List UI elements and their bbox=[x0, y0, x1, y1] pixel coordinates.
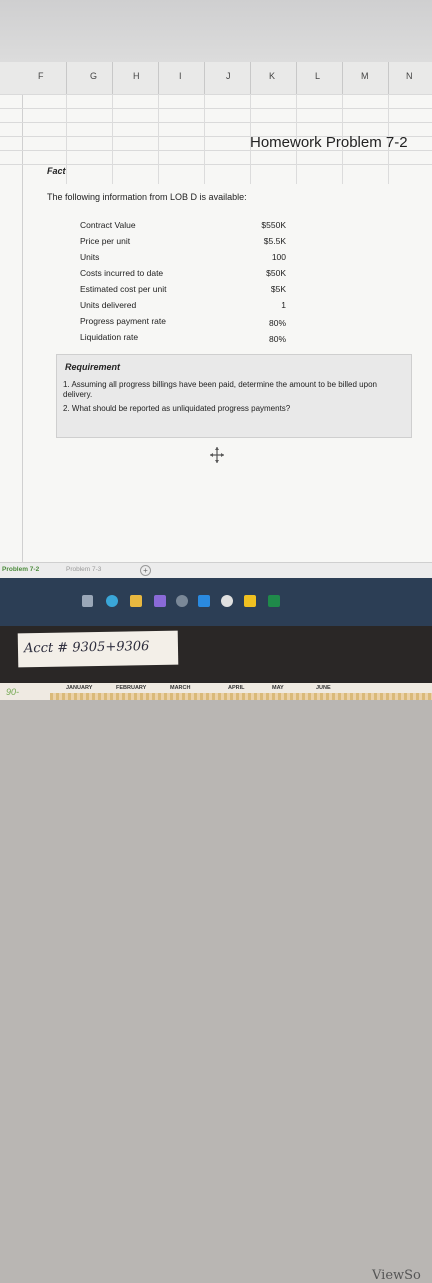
requirement-item-1: 1. Assuming all progress billings have been paid, determine the amount to be billed upon delivery. bbox=[63, 380, 377, 399]
column-header-i[interactable]: I bbox=[179, 71, 182, 81]
fact-row-value: $5K bbox=[270, 284, 286, 294]
monitor-top-glare bbox=[0, 0, 432, 62]
fact-row-value: 1 bbox=[281, 300, 286, 310]
fact-row-label: Contract Value bbox=[80, 220, 136, 230]
fact-row-label: Price per unit bbox=[80, 236, 131, 246]
column-header-l[interactable]: L bbox=[315, 71, 321, 81]
calendar-number: 90- bbox=[6, 687, 20, 697]
handwritten-sticky-note bbox=[18, 631, 179, 668]
monitor-brand-logo: ViewSo bbox=[372, 1268, 421, 1283]
edge-icon[interactable] bbox=[106, 595, 118, 607]
excel-icon[interactable] bbox=[268, 595, 280, 607]
move-cursor-icon bbox=[209, 446, 225, 464]
settings-icon[interactable] bbox=[176, 595, 188, 607]
fact-row-value: 100 bbox=[271, 252, 286, 262]
column-header-k[interactable]: K bbox=[269, 71, 276, 81]
spreadsheet-area bbox=[0, 62, 432, 562]
store-icon[interactable] bbox=[154, 595, 166, 607]
column-header-g[interactable]: G bbox=[90, 71, 98, 81]
fact-intro: The following information from LOB D is available: bbox=[47, 192, 247, 202]
outlook-icon[interactable] bbox=[198, 595, 210, 607]
requirement-title: Requirement bbox=[65, 362, 121, 372]
requirement-box bbox=[56, 354, 412, 438]
fact-row-label: Costs incurred to date bbox=[80, 268, 164, 278]
calendar-month: JUNE bbox=[316, 685, 331, 691]
sheet-tab-bar bbox=[0, 562, 432, 579]
calendar-month: JANUARY bbox=[66, 685, 93, 691]
column-header-f[interactable]: F bbox=[38, 71, 44, 81]
fact-row-label: Estimated cost per unit bbox=[80, 284, 167, 294]
column-header-m[interactable]: M bbox=[361, 71, 369, 81]
fact-row-value: 80% bbox=[268, 318, 286, 328]
column-header-j[interactable]: J bbox=[226, 71, 231, 81]
chrome-icon[interactable] bbox=[221, 595, 233, 607]
fact-label: Fact bbox=[47, 166, 66, 176]
add-sheet-icon[interactable]: + bbox=[140, 565, 151, 576]
fact-row-value: $5.5K bbox=[263, 236, 286, 246]
sheet-tab-problem-7-2[interactable]: Problem 7-2 bbox=[2, 566, 40, 573]
problem-title: Homework Problem 7-2 bbox=[250, 134, 408, 151]
fact-row-value: $550K bbox=[261, 220, 286, 230]
file-explorer-icon[interactable] bbox=[130, 595, 142, 607]
desk-calendar bbox=[0, 683, 432, 700]
requirement-item-2: 2. What should be reported as unliquidated progress payments? bbox=[63, 404, 291, 413]
column-header-h[interactable]: H bbox=[133, 71, 140, 81]
fact-row-value: $50K bbox=[266, 268, 286, 278]
calendar-month: FEBRUARY bbox=[116, 685, 147, 691]
fact-row-label: Progress payment rate bbox=[80, 316, 166, 326]
column-header-bar bbox=[0, 62, 432, 95]
calendar-month: MARCH bbox=[170, 685, 191, 691]
sticky-notes-icon[interactable] bbox=[244, 595, 256, 607]
fact-row-label: Liquidation rate bbox=[80, 332, 139, 342]
fact-row-label: Units delivered bbox=[80, 300, 137, 310]
calendar-month: APRIL bbox=[228, 685, 245, 691]
task-view-icon[interactable] bbox=[82, 595, 93, 607]
column-header-n[interactable]: N bbox=[406, 71, 413, 81]
calendar-month: MAY bbox=[272, 685, 284, 691]
fact-row-label: Units bbox=[80, 252, 100, 262]
calendar-date-strip bbox=[50, 693, 432, 700]
handwritten-account-note: Acct # 9305+9306 bbox=[23, 639, 150, 657]
taskbar bbox=[0, 578, 432, 626]
fact-row-value: 80% bbox=[268, 334, 286, 344]
sheet-tab-problem-7-3[interactable]: Problem 7-3 bbox=[66, 566, 102, 573]
